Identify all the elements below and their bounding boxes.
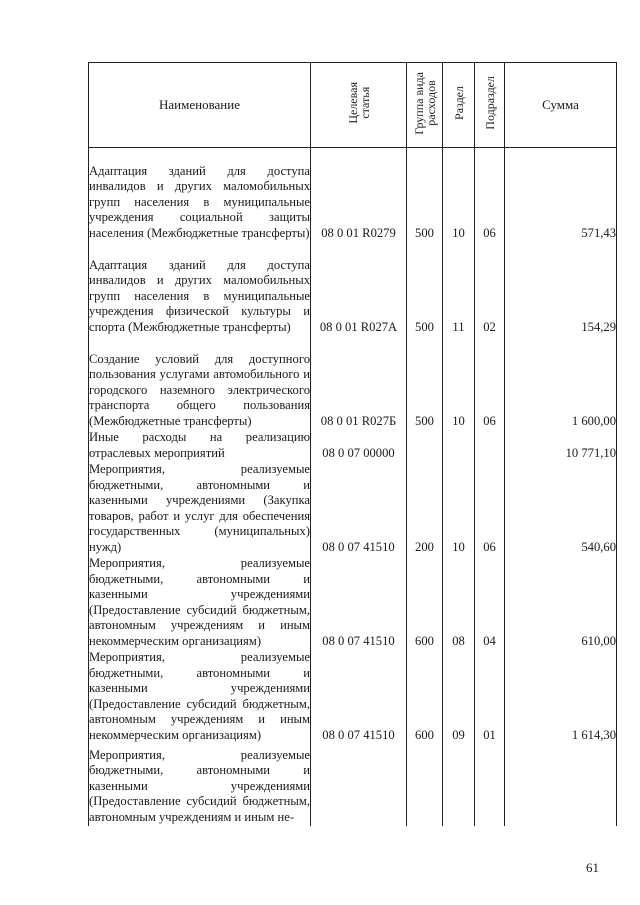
row-subsection: 06 [475, 336, 505, 430]
header-name: Наименование [89, 63, 311, 148]
row-name: Адаптация зданий для доступа инвалидов и других маломобильных групп населения в муниципальные учреждения физической культуры и спорта (Межбюджетные трансферты) [89, 242, 311, 336]
row-group: 500 [407, 148, 443, 242]
row-section: 11 [443, 242, 475, 336]
row-section: 10 [443, 148, 475, 242]
row-article: 08 0 01 R0279 [311, 148, 407, 242]
header-article-label: Целевая статья [345, 82, 372, 124]
table-row [89, 556, 617, 650]
row-section [443, 430, 475, 462]
row-sum [505, 744, 617, 826]
row-group [407, 744, 443, 826]
row-sum: 1 614,30 [505, 650, 617, 744]
row-group: 600 [407, 650, 443, 744]
row-section: 10 [443, 336, 475, 430]
row-subsection: 06 [475, 148, 505, 242]
row-name: Мероприятия, реализуемые бюджетными, автономными и казенными учреждениями (Предоставление субсидий бюджетным, автономным учреждениям и иным не- [89, 744, 311, 826]
row-name: Адаптация зданий для доступа инвалидов и других маломобильных групп населения в муниципальные учреждения социальной защиты населения (Межбюджетные трансферты) [89, 148, 311, 242]
row-group: 200 [407, 462, 443, 556]
row-section [443, 744, 475, 826]
row-group [407, 430, 443, 462]
row-section: 09 [443, 650, 475, 744]
row-subsection [475, 430, 505, 462]
row-subsection [475, 744, 505, 826]
table-row [89, 242, 617, 336]
header-group-label: Группа вида расходов [411, 71, 438, 135]
row-name: Мероприятия, реализуемые бюджетными, автономными и казенными учреждениями (Закупка товаров, работ и услуг для обеспечения государственных (муниципальных) нужд) [89, 461, 310, 554]
header-section-label: Раздел [451, 86, 466, 120]
row-group: 600 [407, 556, 443, 650]
table-row [89, 430, 617, 462]
row-group: 500 [407, 336, 443, 430]
row-section: 08 [443, 556, 475, 650]
row-sum: 1 600,00 [505, 336, 617, 430]
row-sum: 610,00 [505, 556, 617, 650]
header-subsection-label: Подраздел [482, 76, 497, 130]
row-name: Иные расходы на реализацию отраслевых мероприятий [89, 430, 310, 460]
row-article: 08 0 07 00000 [311, 430, 407, 462]
row-article: 08 0 07 41510 [311, 556, 407, 650]
row-article: 08 0 07 41510 [311, 650, 407, 744]
header-group [407, 63, 443, 148]
row-sum: 154,29 [505, 242, 617, 336]
header-sum: Сумма [505, 63, 617, 148]
row-section: 10 [443, 462, 475, 556]
header-subsection [475, 63, 505, 148]
row-name: Создание условий для доступного пользования услугами автомобильного и городского наземного электрического транспорта общего пользования (Межбюджетные трансферты) [89, 336, 311, 430]
row-name: Мероприятия, реализуемые бюджетными, автономными и казенными учреждениями (Предоставление субсидий бюджетным, автономным учреждениям и иным некоммерческим организациям) [89, 649, 310, 742]
row-article: 08 0 01 R027А [311, 242, 407, 336]
table-header-row [89, 63, 617, 148]
page-number: 61 [586, 860, 599, 875]
row-sum: 540,60 [505, 462, 617, 556]
row-sum: 571,43 [505, 148, 617, 242]
row-article: 08 0 01 R027Б [311, 336, 407, 430]
row-name: Мероприятия, реализуемые бюджетными, автономными и казенными учреждениями (Предоставление субсидий бюджетным, автономным учреждениям и иным некоммерческим организациям) [89, 555, 310, 648]
row-article: 08 0 07 41510 [311, 462, 407, 556]
table-row [89, 744, 617, 826]
row-article [311, 744, 407, 826]
header-section [443, 63, 475, 148]
table-row [89, 148, 617, 242]
row-group: 500 [407, 242, 443, 336]
row-subsection: 06 [475, 462, 505, 556]
table-row [89, 462, 617, 556]
row-subsection: 01 [475, 650, 505, 744]
row-subsection: 02 [475, 242, 505, 336]
table-row [89, 336, 617, 430]
header-article [311, 63, 407, 148]
row-subsection: 04 [475, 556, 505, 650]
budget-table [88, 62, 617, 826]
table-row [89, 650, 617, 744]
row-sum: 10 771,10 [505, 430, 617, 462]
